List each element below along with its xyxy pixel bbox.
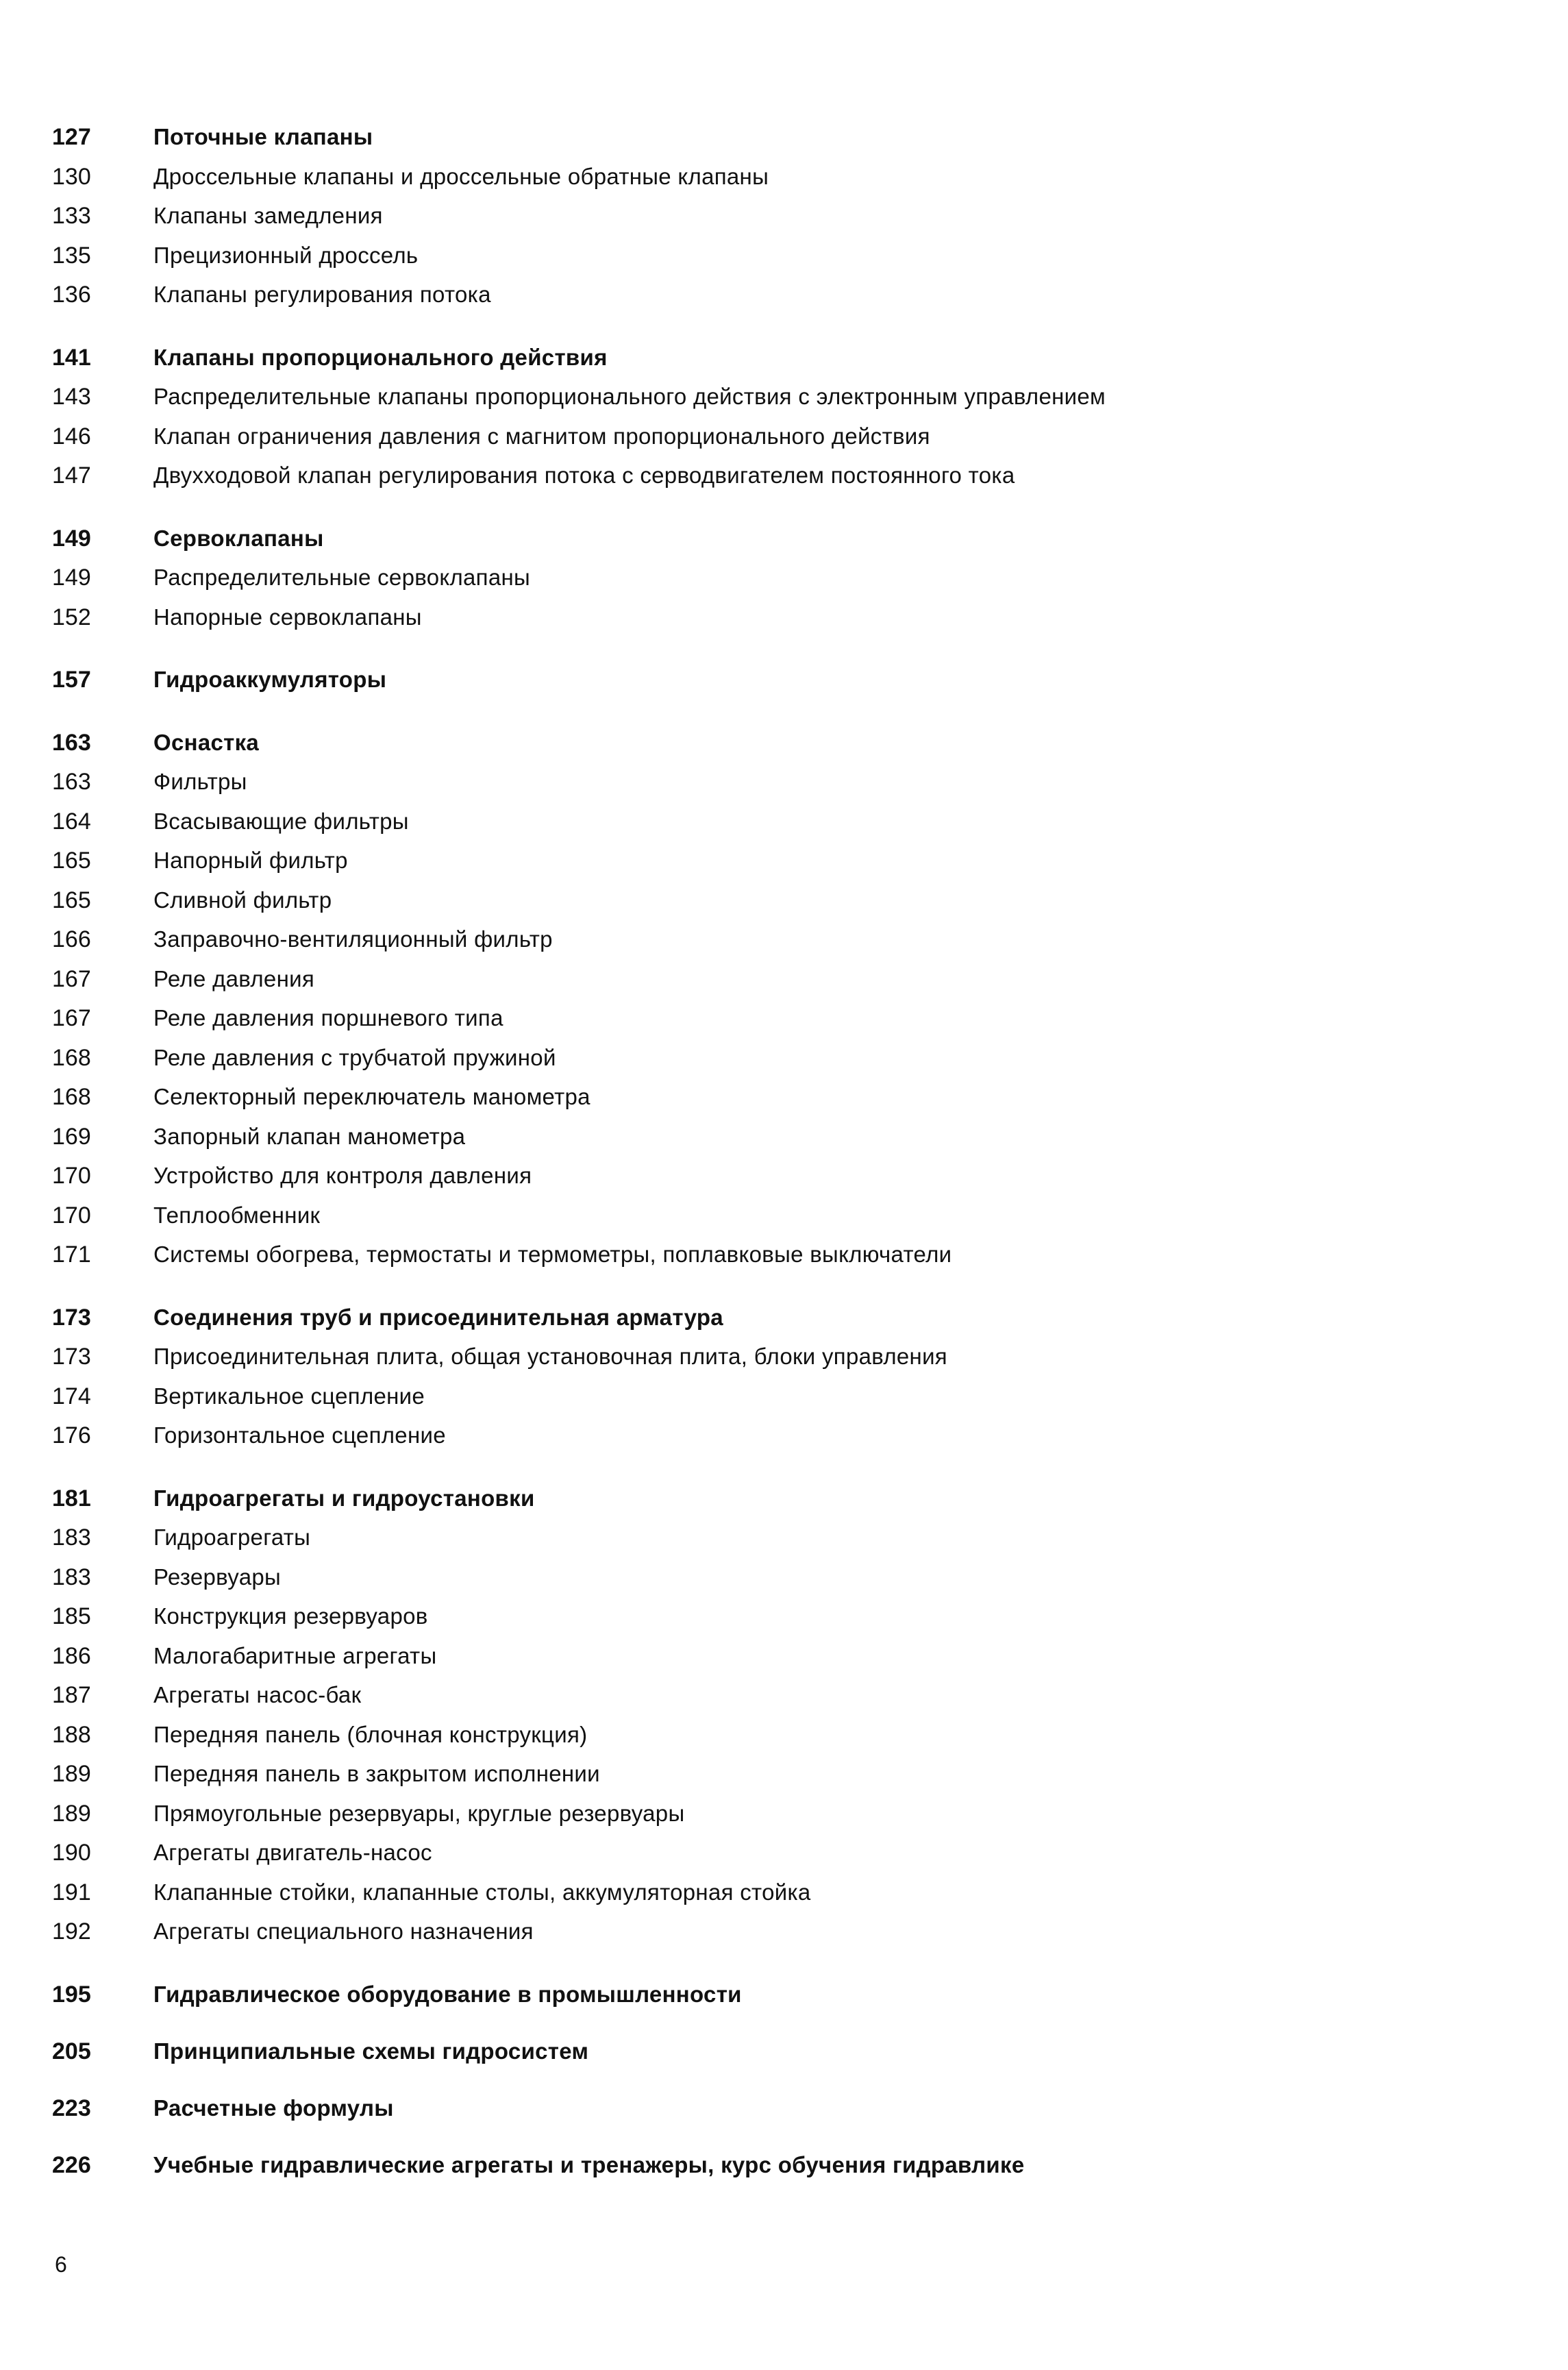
toc-title: Фильтры: [153, 769, 247, 794]
toc-title: Реле давления с трубчатой пружиной: [153, 1045, 556, 1070]
toc-entry: [0, 601, 1568, 634]
toc-page-number: 170: [52, 1163, 91, 1189]
toc-entry: [0, 278, 1568, 311]
toc-title: Оснастка: [153, 730, 260, 755]
toc-page-number: 173: [52, 1344, 91, 1370]
toc-title: Гидравлическое оборудование в промышленности: [153, 1982, 742, 2007]
toc-entry: [0, 1836, 1568, 1869]
toc-page-number: 163: [52, 730, 91, 756]
toc-title: Учебные гидравлические агрегаты и тренажеры, курс обучения гидравлике: [153, 2152, 1025, 2177]
toc-entry: [0, 805, 1568, 838]
toc-entry: [0, 1041, 1568, 1074]
toc-entry: [0, 1718, 1568, 1751]
toc-title: Двухходовой клапан регулирования потока с серводвигателем постоянного тока: [153, 462, 1015, 488]
toc-title: Напорный фильтр: [153, 848, 348, 873]
toc-entry: [0, 765, 1568, 798]
toc-title: Гидроаккумуляторы: [153, 667, 387, 692]
toc-entry: [0, 1521, 1568, 1554]
toc-entry: [0, 1340, 1568, 1373]
toc-title: Реле давления поршневого типа: [153, 1005, 503, 1030]
toc-page-number: 189: [52, 1761, 91, 1787]
toc-title: Сливной фильтр: [153, 887, 332, 913]
toc-entry: [0, 199, 1568, 232]
toc-page-number: 152: [52, 604, 91, 630]
toc-page-number: 168: [52, 1084, 91, 1110]
toc-entry: [0, 1561, 1568, 1594]
toc-page-number: 167: [52, 966, 91, 992]
toc-entry: [0, 1238, 1568, 1271]
toc-title: Горизонтальное сцепление: [153, 1422, 446, 1448]
toc-page-number: 181: [52, 1485, 91, 1511]
toc-title: Агрегаты специального назначения: [153, 1918, 534, 1944]
toc-section-heading: [0, 522, 1568, 555]
toc-page-number: 170: [52, 1202, 91, 1229]
toc-page-number: 167: [52, 1005, 91, 1031]
toc-title: Гидроагрегаты и гидроустановки: [153, 1485, 535, 1511]
toc-page-number: 164: [52, 808, 91, 835]
toc-title: Принципиальные схемы гидросистем: [153, 2038, 589, 2064]
toc-title: Гидроагрегаты: [153, 1525, 311, 1550]
toc-entry: [0, 963, 1568, 996]
toc-page-number: 127: [52, 124, 91, 150]
toc-entry: [0, 1419, 1568, 1452]
toc-page-number: 166: [52, 926, 91, 952]
toc-page-number: 169: [52, 1124, 91, 1150]
toc-page-number: 147: [52, 462, 91, 489]
toc-section-heading: [0, 2092, 1568, 2125]
toc-entry: [0, 420, 1568, 453]
toc-entry: [0, 884, 1568, 917]
toc-section-heading: [0, 341, 1568, 374]
toc-page-number: 191: [52, 1879, 91, 1905]
toc-entry: [0, 1876, 1568, 1909]
toc-entry: [0, 1120, 1568, 1153]
toc-page-number: 136: [52, 282, 91, 308]
toc-page-number: 187: [52, 1682, 91, 1708]
toc-page-number: 186: [52, 1643, 91, 1669]
toc-page-number: 223: [52, 2095, 91, 2121]
toc-entry: [0, 1199, 1568, 1232]
toc-page-number: 183: [52, 1564, 91, 1590]
toc-title: Дроссельные клапаны и дроссельные обратные клапаны: [153, 164, 769, 189]
toc-title: Клапаны регулирования потока: [153, 282, 491, 307]
toc-section-heading: [0, 1301, 1568, 1334]
toc-title: Клапанные стойки, клапанные столы, аккумуляторная стойка: [153, 1879, 811, 1905]
toc-entry: [0, 1757, 1568, 1790]
toc-page-number: 192: [52, 1918, 91, 1945]
toc-page-number: 171: [52, 1242, 91, 1268]
toc-title: Клапан ограничения давления с магнитом пропорционального действия: [153, 423, 930, 449]
toc-entry: [0, 1679, 1568, 1712]
toc-entry: [0, 1380, 1568, 1413]
toc-title: Селекторный переключатель манометра: [153, 1084, 590, 1109]
toc-title: Распределительные клапаны пропорционального действия с электронным управлением: [153, 384, 1106, 409]
toc-title: Соединения труб и присоединительная арматура: [153, 1305, 723, 1330]
toc-page-number: 163: [52, 769, 91, 795]
toc-entry: [0, 1600, 1568, 1633]
toc-page-number: 189: [52, 1801, 91, 1827]
toc-section-heading: [0, 663, 1568, 696]
toc-title: Прецизионный дроссель: [153, 243, 419, 268]
toc-title: Передняя панель в закрытом исполнении: [153, 1761, 600, 1786]
toc-entry: [0, 561, 1568, 594]
toc-page-number: 173: [52, 1305, 91, 1331]
toc-entry: [0, 160, 1568, 193]
toc-page-number: 146: [52, 423, 91, 449]
toc-entry: [0, 844, 1568, 877]
toc-page-number: 183: [52, 1525, 91, 1551]
toc-title: Запорный клапан манометра: [153, 1124, 466, 1149]
toc-page-number: 174: [52, 1383, 91, 1409]
toc-title: Заправочно-вентиляционный фильтр: [153, 926, 553, 952]
toc-page-number: 176: [52, 1422, 91, 1448]
toc-title: Теплообменник: [153, 1202, 321, 1228]
toc-page-number: 149: [52, 526, 91, 552]
toc-title: Устройство для контроля давления: [153, 1163, 532, 1188]
toc-title: Реле давления: [153, 966, 315, 991]
toc-entry: [0, 1915, 1568, 1948]
toc-page-number: 168: [52, 1045, 91, 1071]
toc-entry: [0, 1159, 1568, 1192]
toc-title: Присоединительная плита, общая установочная плита, блоки управления: [153, 1344, 947, 1369]
toc-entry: [0, 459, 1568, 492]
toc-title: Агрегаты насос-бак: [153, 1682, 362, 1707]
toc-title: Поточные клапаны: [153, 124, 373, 149]
toc-page-number: 135: [52, 243, 91, 269]
toc-page-number: 130: [52, 164, 91, 190]
toc-entry: [0, 1081, 1568, 1113]
toc-title: Агрегаты двигатель-насос: [153, 1840, 432, 1865]
toc-page-number: 226: [52, 2152, 91, 2178]
toc-entry: [0, 239, 1568, 272]
toc-section-heading: [0, 1482, 1568, 1515]
toc-title: Вертикальное сцепление: [153, 1383, 425, 1409]
toc-section-heading: [0, 121, 1568, 153]
toc-page-number: 149: [52, 565, 91, 591]
toc-section-heading: [0, 2149, 1568, 2182]
toc-title: Конструкция резервуаров: [153, 1603, 428, 1629]
toc-page-number: 205: [52, 2038, 91, 2064]
toc-section-heading: [0, 2035, 1568, 2068]
toc-title: Всасывающие фильтры: [153, 808, 409, 834]
toc-title: Распределительные сервоклапаны: [153, 565, 531, 590]
toc-title: Клапаны замедления: [153, 203, 383, 228]
toc-title: Прямоугольные резервуары, круглые резервуары: [153, 1801, 685, 1826]
toc-page-number: 190: [52, 1840, 91, 1866]
toc-page-number: 188: [52, 1722, 91, 1748]
toc-title: Системы обогрева, термостаты и термометры, поплавковые выключатели: [153, 1242, 952, 1267]
toc-title: Сервоклапаны: [153, 526, 324, 551]
toc-page-number: 143: [52, 384, 91, 410]
toc-page-number: 157: [52, 667, 91, 693]
toc-title: Расчетные формулы: [153, 2095, 394, 2121]
toc-title: Резервуары: [153, 1564, 282, 1590]
toc-page-number: 185: [52, 1603, 91, 1629]
toc-title: Клапаны пропорционального действия: [153, 345, 608, 370]
toc-page-number: 141: [52, 345, 91, 371]
toc-title: Малогабаритные агрегаты: [153, 1643, 437, 1668]
toc-entry: [0, 923, 1568, 956]
toc-section-heading: [0, 726, 1568, 759]
toc-page-number: 165: [52, 887, 91, 913]
toc-title: Передняя панель (блочная конструкция): [153, 1722, 588, 1747]
page-number: 6: [55, 2252, 67, 2277]
toc-entry: [0, 1002, 1568, 1035]
toc-page-number: 133: [52, 203, 91, 229]
toc-entry: [0, 1797, 1568, 1830]
toc-title: Напорные сервоклапаны: [153, 604, 422, 630]
toc-entry: [0, 380, 1568, 413]
toc-page-number: 195: [52, 1982, 91, 2008]
toc-section-heading: [0, 1978, 1568, 2011]
toc-entry: [0, 1640, 1568, 1672]
toc-page-number: 165: [52, 848, 91, 874]
